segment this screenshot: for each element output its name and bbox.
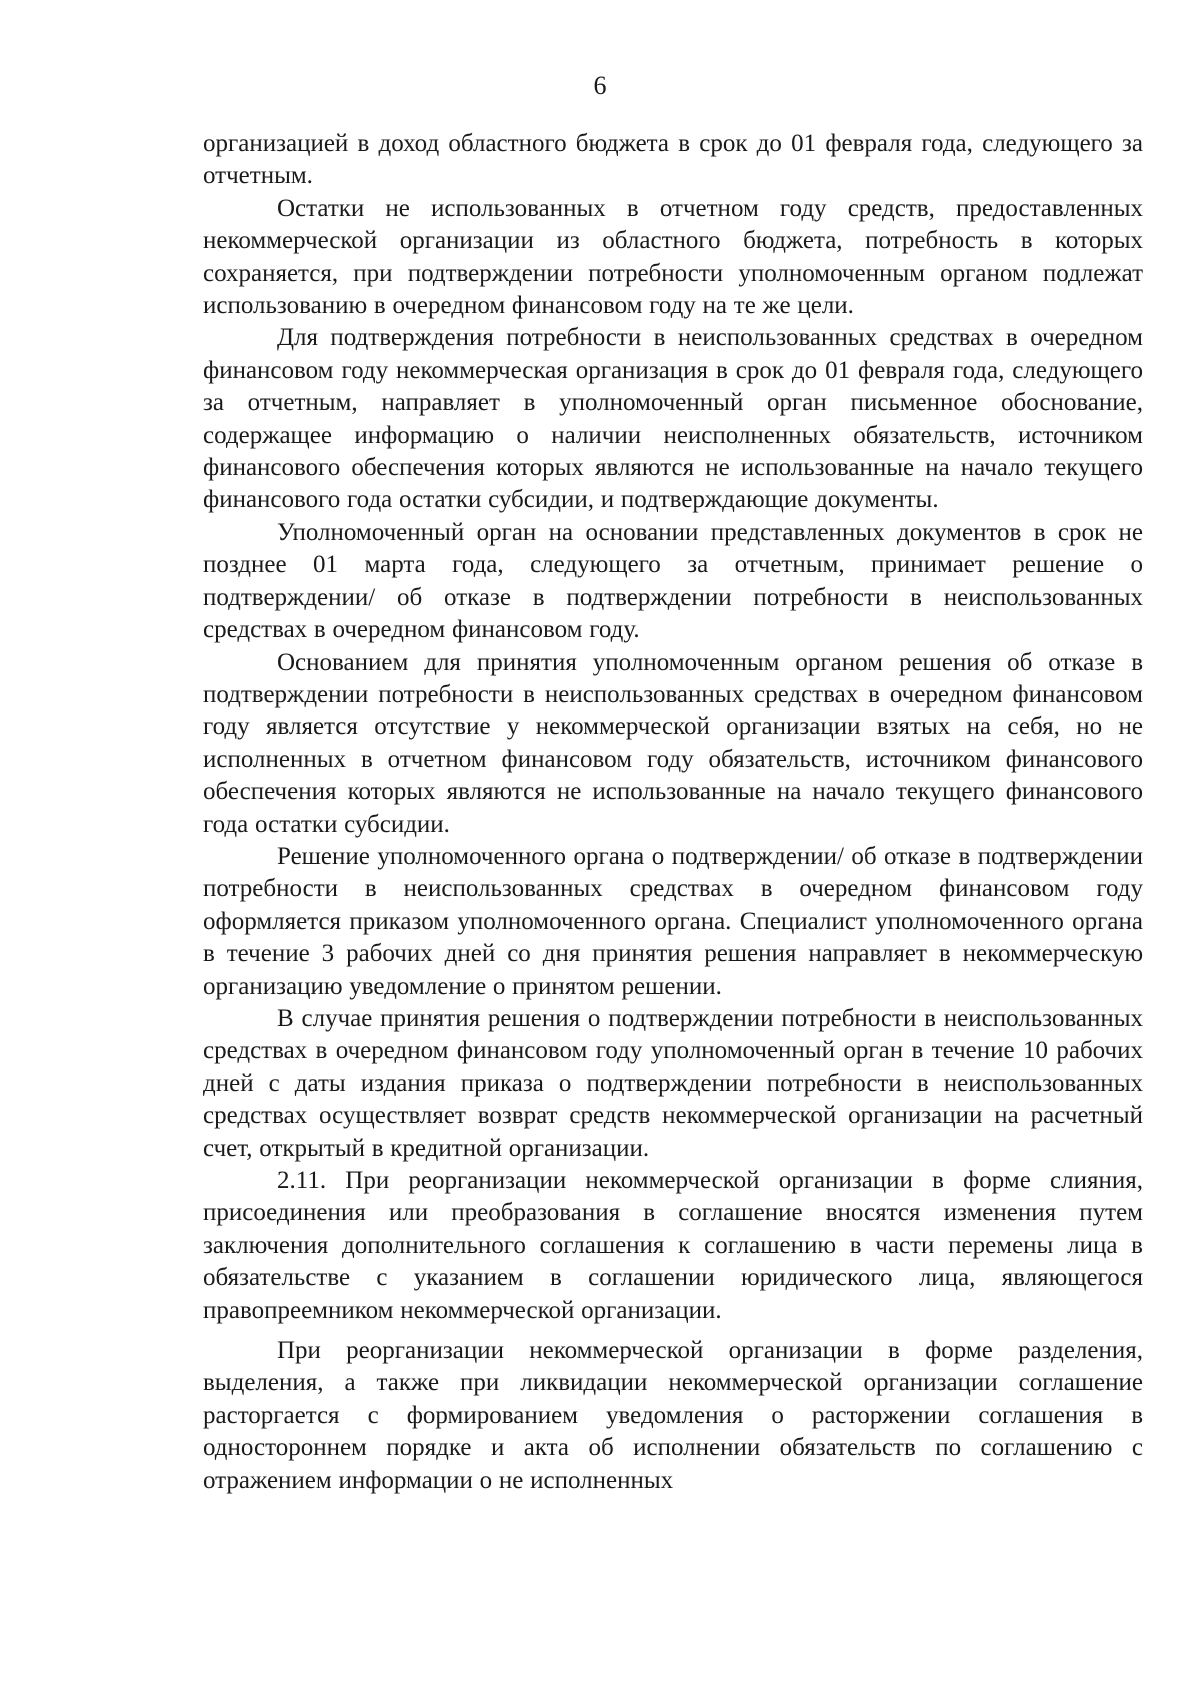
page-number: 6 bbox=[593, 71, 607, 100]
paragraph-reorganization-termination: При реорганизации некоммерческой организации в форме разделения, выделения, а также при ликвидации некоммерческой организации соглашение расторгается с формированием уведомления о расторжении соглашения в одностороннем порядке и акта об исполнении обязательств по соглашению с отражением информации о не исполненных bbox=[203, 1337, 1143, 1494]
paragraph-authority-decision: Уполномоченный орган на основании представленных документов в срок не позднее 01 марта года, следующего за отчетным, принимает решение о подтверждении/ об отказе в подтверждении потребности в неиспользованных средствах в очередном финансовом году. bbox=[203, 518, 1143, 644]
paragraph-funds-return: В случае принятия решения о подтверждении потребности в неиспользованных средствах в очередном финансовом году уполномоченный орган в течение 10 рабочих дней с даты издания приказа о подтверждении потребности в неиспользованных средствах осуществляет возврат средств некоммерческой организации на расчетный счет, открытый в кредитной организации. bbox=[203, 1004, 1143, 1162]
paragraph-section-2-11: 2.11. При реорганизации некоммерческой организации в форме слияния, присоединения или преобразования в соглашение вносятся изменения путем заключения дополнительного соглашения к соглашению в части перемены лица в обязательстве с указанием в соглашении юридического лица, являющегося правопреемником некоммерческой организации. bbox=[203, 1167, 1143, 1324]
paragraph-need-confirmation: Для подтверждения потребности в неиспользованных средствах в очередном финансовом году некоммерческая организация в срок до 01 февраля года, следующего за отчетным, направляет в уполномоченный орган письменное обоснование, содержащее информацию о наличии неисполненных обязательств, источником финансового обеспечения которых являются не использованные на начало текущего финансового года остатки субсидии, и подтверждающие документы. bbox=[203, 324, 1143, 514]
paragraph-unused-balances: Остатки не использованных в отчетном году средств, предоставленных некоммерческой организации из областного бюджета, потребность в которых сохраняется, при подтверждении потребности уполномоченным органом подлежат использованию в очередном финансовом году на те же цели. bbox=[203, 194, 1143, 320]
paragraph-refusal-grounds: Основанием для принятия уполномоченным органом решения об отказе в подтверждении потребности в неиспользованных средствах в очередном финансовом году является отсутствие у некоммерческой организации взятых на себя, но не исполненных в отчетном финансовом году обязательств, источником финансового обеспечения которых являются не использованные на начало текущего финансового года остатки субсидии. bbox=[203, 648, 1143, 838]
paragraph-decision-order: Решение уполномоченного органа о подтверждении/ об отказе в подтверждении потребности в неиспользованных средствах в очередном финансовом году оформляется приказом уполномоченного органа. Специалист уполномоченного органа в течение 3 рабочих дней со дня принятия решения направляет в некоммерческую организацию уведомление о принятом решении. bbox=[203, 842, 1143, 1000]
document-body bbox=[203, 128, 1143, 1497]
paragraph-continuation: организацией в доход областного бюджета в срок до 01 февраля года, следующего за отчетным. bbox=[203, 130, 1143, 190]
